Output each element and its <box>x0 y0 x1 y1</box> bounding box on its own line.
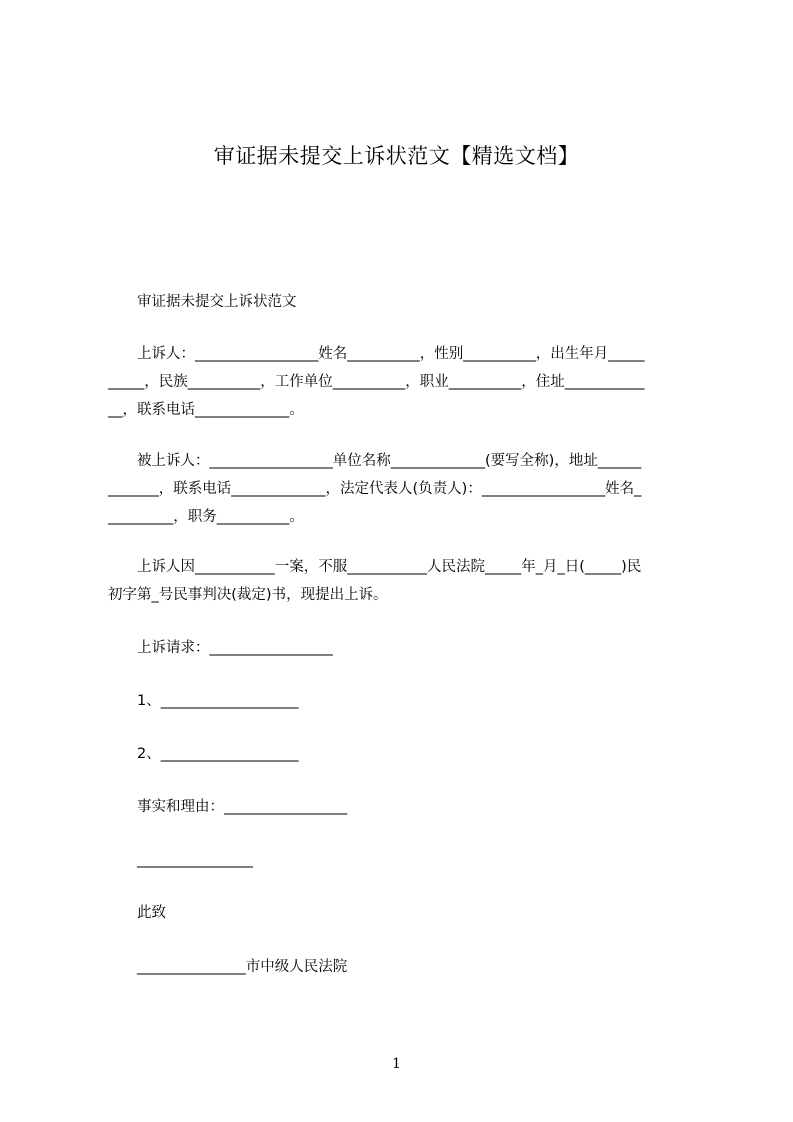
reason-line-1: 上诉人因___________一案，不服___________人民法院_____年_月_日(_____)民 <box>137 559 642 575</box>
reason-paragraph <box>108 553 708 609</box>
requests-label <box>108 634 708 662</box>
appellee-paragraph <box>108 447 708 531</box>
request-item-1-text: 1、___________________ <box>137 693 299 709</box>
court-line-text: _______________市中级人民法院 <box>137 959 348 975</box>
facts-label <box>108 793 708 821</box>
closing-text: 此致 <box>137 905 166 921</box>
appellant-line-3: __，联系电话_____________。 <box>108 402 304 418</box>
appellant-line-2: _____，民族__________，工作单位__________，职业__________，住址___________ <box>108 374 645 390</box>
document-subtitle <box>108 288 708 316</box>
appellant-paragraph <box>108 340 708 424</box>
requests-label-text: 上诉请求：_________________ <box>137 640 333 656</box>
closing <box>108 899 708 927</box>
document-subtitle-text: 审证据未提交上诉状范文 <box>137 294 297 310</box>
reason-line-2: 初字第_号民事判决(裁定)书，现提出上诉。 <box>108 587 388 603</box>
request-item-1 <box>108 687 708 715</box>
court-line <box>108 953 708 981</box>
facts-label-text: 事实和理由：_________________ <box>137 799 348 815</box>
facts-blank-text: ________________ <box>137 852 253 868</box>
request-item-2-text: 2、___________________ <box>137 746 299 762</box>
appellee-line-1: 被上诉人：_________________单位名称_____________(要写全称)，地址______ <box>137 453 642 469</box>
appellant-line-1: 上诉人：_________________姓名__________，性别__________，出生年月_____ <box>137 346 645 362</box>
appellee-line-3: _________，职务__________。 <box>108 509 304 525</box>
request-item-2 <box>108 740 708 768</box>
page-title: 审证据未提交上诉状范文【精选文档】 <box>213 144 580 168</box>
page-number: 1 <box>392 1056 401 1072</box>
facts-blank <box>108 846 708 874</box>
appellee-line-2: _______，联系电话_____________，法定代表人(负责人)：_________________姓名_ <box>108 481 642 497</box>
